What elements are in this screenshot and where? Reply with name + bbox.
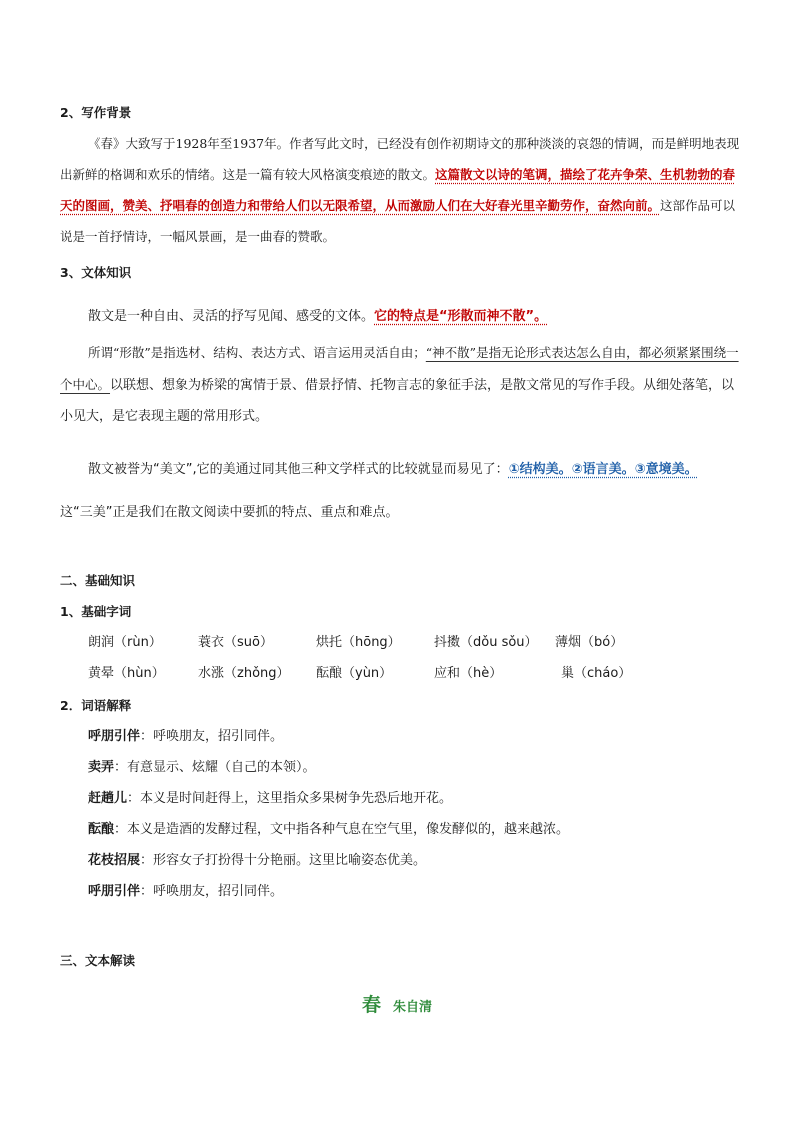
basic-words-subheading: 1、基础字词 — [60, 604, 132, 619]
text-title-line — [0, 990, 794, 1017]
section-basic-heading: 二、基础知识 — [60, 573, 136, 588]
genre-text-b: 以联想、想象为桥梁的寓情于景、借景抒情、托物言志的象征手法，是散文常见的写作手段。从细处落笔，以小见大，是它表现主题的常用形式。 — [60, 378, 735, 424]
writing-text-a: 《春》大致写于1928年至1937年。作者写此文时，已经没有创作初期诗文的那种淡淡的哀怨的情调，而是鲜明地表现出新鲜的格调和欢乐的情绪。这是一篇有较大风格演变痕迹的散文。 — [60, 136, 740, 182]
definition-text: ：呼唤朋友，招引同伴。 — [140, 884, 284, 899]
definition-term: 酝酿 — [88, 822, 115, 837]
definition-term: 呼朋引伴 — [88, 729, 141, 744]
genre-text-a: 散文是一种自由、灵活的抒写见闻、感受的文体。 — [88, 309, 375, 324]
definition-item — [88, 852, 426, 870]
vocab-row-1 — [88, 634, 708, 652]
section-reading-heading: 三、文本解读 — [60, 953, 136, 968]
genre-text-meiwen: 散文被誉为“美文”,它的美通过同其他三种文学样式的比较就显而易见了： — [88, 462, 509, 477]
definition-text: ：本义是造酒的发酵过程，文中指各种气息在空气里，像发酵似的，越来越浓。 — [114, 822, 570, 837]
text-title: 春 — [361, 994, 381, 1016]
vocab-item: 蓑衣（suō） — [198, 635, 273, 650]
definition-item — [88, 821, 569, 839]
vocab-item: 巢（cháo） — [561, 666, 632, 681]
writing-text-b: 这部作品可以说是一首抒情诗，一幅风景画，是一曲春的赞歌。 — [60, 198, 736, 244]
definition-text: ：形容女子打扮得十分艳丽。这里比喻姿态优美。 — [140, 853, 427, 868]
definition-item — [88, 759, 316, 777]
vocab-item: 水涨（zhǒng） — [198, 666, 290, 681]
genre-text-shenbusan: “神不散”是指无论形式表达怎么自由，都必须紧紧围绕一个中心。 — [60, 345, 739, 392]
vocab-item: 烘托（hōng） — [316, 635, 401, 650]
vocab-item: 抖擞（dǒu sǒu） — [434, 635, 538, 650]
genre-text-xingsan: 所谓“形散”是指选材、结构、表达方式、语言运用灵活自由； — [88, 345, 426, 360]
writing-highlight-red: 这篇散文以诗的笔调，描绘了花卉争荣、生机勃勃的春天的图画，赞美、抒唱春的创造力和带给人们以无限希望，从而激励人们在大好春光里辛勤劳作，奋然向前。 — [60, 167, 736, 213]
vocab-item: 应和（hè） — [434, 666, 503, 681]
definition-text: ：呼唤朋友，招引同伴。 — [140, 729, 284, 744]
text-author: 朱自清 — [393, 1000, 433, 1015]
section-writing-heading: 2、写作背景 — [60, 105, 132, 120]
definition-term: 花枝招展 — [88, 853, 141, 868]
genre-paragraph-2 — [60, 337, 740, 432]
definition-term: 呼朋引伴 — [88, 884, 141, 899]
definition-term: 卖弄 — [88, 760, 115, 775]
definition-item — [88, 883, 283, 901]
genre-feature-red: 它的特点是“形散而神不散”。 — [374, 309, 548, 324]
definition-item — [88, 728, 283, 746]
vocab-item: 朗润（rùn） — [88, 635, 162, 650]
definition-text: ：本义是时间赶得上，这里指众多果树争先恐后地开花。 — [127, 791, 453, 806]
vocab-row-2 — [88, 665, 708, 683]
genre-three-beauties-blue: ①结构美。②语言美。③意境美。 — [508, 462, 698, 477]
definition-text: ：有意显示、炫耀（自己的本领）。 — [114, 760, 316, 775]
vocab-item: 黄晕（hùn） — [88, 666, 165, 681]
genre-paragraph-1 — [60, 301, 740, 332]
word-explanation-subheading: 2．词语解释 — [60, 698, 132, 713]
definition-item — [88, 790, 452, 808]
genre-paragraph-3 — [60, 454, 740, 485]
genre-paragraph-4: 这“三美”正是我们在散文阅读中要抓的特点、重点和难点。 — [60, 505, 399, 520]
definition-term: 赶趟儿 — [88, 791, 128, 806]
writing-background-paragraph — [60, 128, 740, 252]
section-genre-heading: 3、文体知识 — [60, 265, 132, 280]
vocab-item: 薄烟（bó） — [555, 635, 624, 650]
vocab-item: 酝酿（yùn） — [316, 666, 393, 681]
